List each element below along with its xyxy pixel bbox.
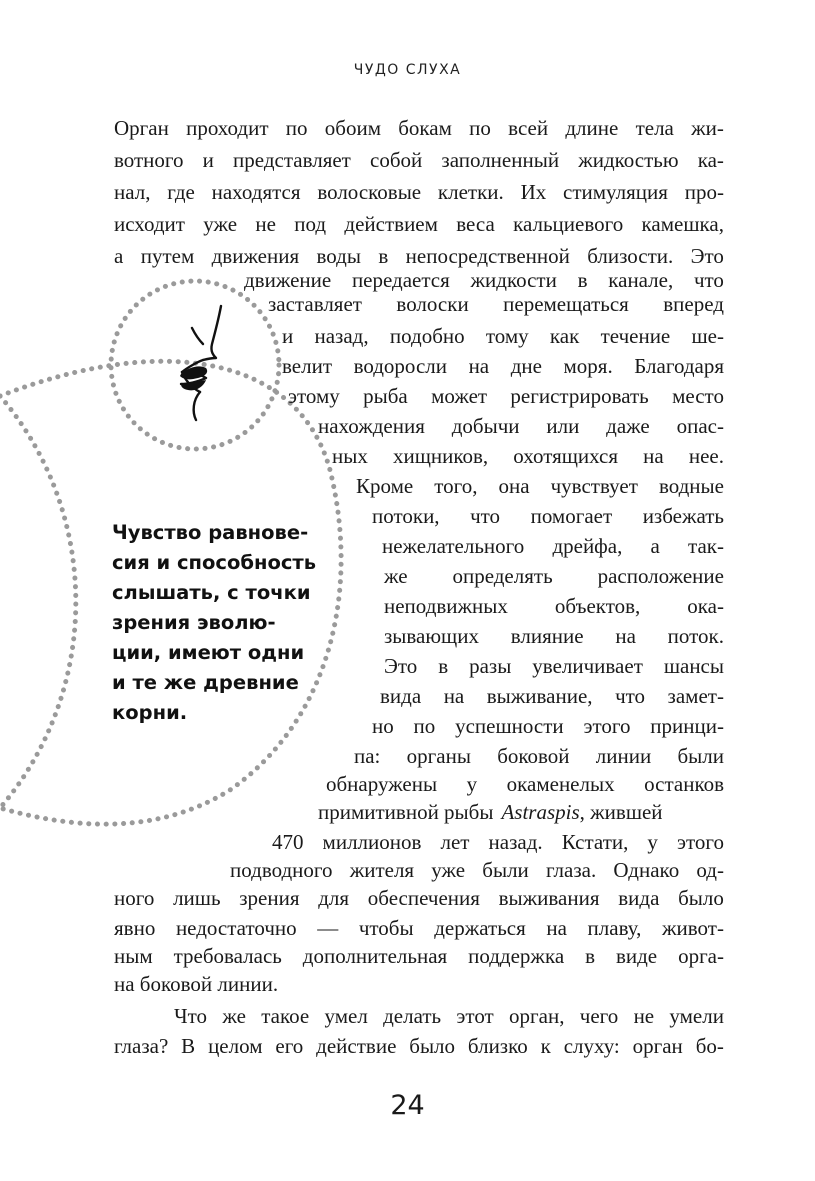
pull-quote-line: зрения эволю- [112, 611, 276, 634]
body-line-31: Что же такое умел делать этот орган, чего не умели [174, 1004, 724, 1028]
pull-quote-line: слышать, с точки [112, 581, 311, 604]
body-line-15: нежелательного дрейфа, а так- [382, 534, 724, 558]
pull-quote-line: ции, имеют одни [112, 641, 305, 664]
body-line-10: этому рыба может регистрировать место [288, 384, 724, 408]
pull-quote [112, 518, 342, 728]
pull-quote-line: корни. [112, 701, 188, 724]
body-line-8: и назад, подобно тому как течение ше- [282, 324, 724, 348]
body-line-14: потоки, что помогает избежать [372, 504, 724, 528]
body-line-19: Это в разы увеличивает шансы [384, 654, 724, 678]
body-line-21: но по успешности этого принци- [372, 714, 724, 738]
body-line-24 [318, 796, 724, 828]
body-line-17: неподвижных объектов, ока- [384, 594, 724, 618]
body-line-5: а путем движения воды в непосредственной близости. Это [114, 244, 724, 268]
body-line-16: же определять расположение [384, 564, 724, 588]
body-line-23: обнаружены у окаменелых останков [326, 772, 724, 796]
body-line-2: вотного и представляет собой заполненный жидкостью ка- [114, 148, 724, 172]
body-line-6: движение передается жидкости в канале, что [244, 268, 724, 292]
body-line-13: Кроме того, она чувствует водные [356, 474, 724, 498]
body-line-7: заставляет волоски перемещаться вперед [268, 292, 724, 316]
large-dotted-arc [0, 396, 76, 808]
body-line-3: нал, где находятся волосковые клетки. Их стимуляция про- [114, 180, 724, 204]
body-line-24-end: , жившей [579, 800, 663, 824]
body-line-9: велит водоросли на дне моря. Благодаря [282, 354, 724, 378]
pull-quote-line: сия и способность [112, 551, 317, 574]
body-line-30: на боковой линии. [114, 972, 279, 996]
body-line-20: вида на выживание, что замет- [380, 684, 724, 708]
pull-quote-line: Чувство равнове- [112, 521, 309, 544]
body-line-28: явно недостаточно — чтобы держаться на плаву, живот- [114, 916, 724, 940]
body-line-4: исходит уже не под действием веса кальциевого камешка, [114, 212, 724, 236]
body-line-24-start: примитивной рыбы [318, 800, 494, 824]
body-line-22: па: органы боковой линии были [354, 744, 724, 768]
body-line-1: Орган проходит по обоим бокам по всей длине тела жи- [114, 116, 724, 140]
body-line-18: зывающих влияние на поток. [384, 624, 724, 648]
page-number: 24 [390, 1090, 425, 1121]
body-line-29: ным требовалась дополнительная поддержка в виде орга- [114, 944, 724, 968]
running-header: ЧУДО СЛУХА [353, 62, 462, 78]
body-line-11: нахождения добычи или даже опас- [318, 414, 724, 438]
body-line-25: 470 миллионов лет назад. Кстати, у этого [272, 830, 724, 854]
body-line-32: глаза? В целом его действие было близко к слуху: орган бо- [114, 1034, 724, 1058]
body-line-26: подводного жителя уже были глаза. Однако од- [230, 858, 724, 882]
species-name-italic: Astraspis [501, 800, 580, 824]
body-line-12: ных хищников, охотящихся на нее. [332, 444, 724, 468]
body-line-27: ного лишь зрения для обеспечения выживания вида было [114, 886, 724, 910]
pull-quote-line: и те же древние [112, 671, 299, 694]
